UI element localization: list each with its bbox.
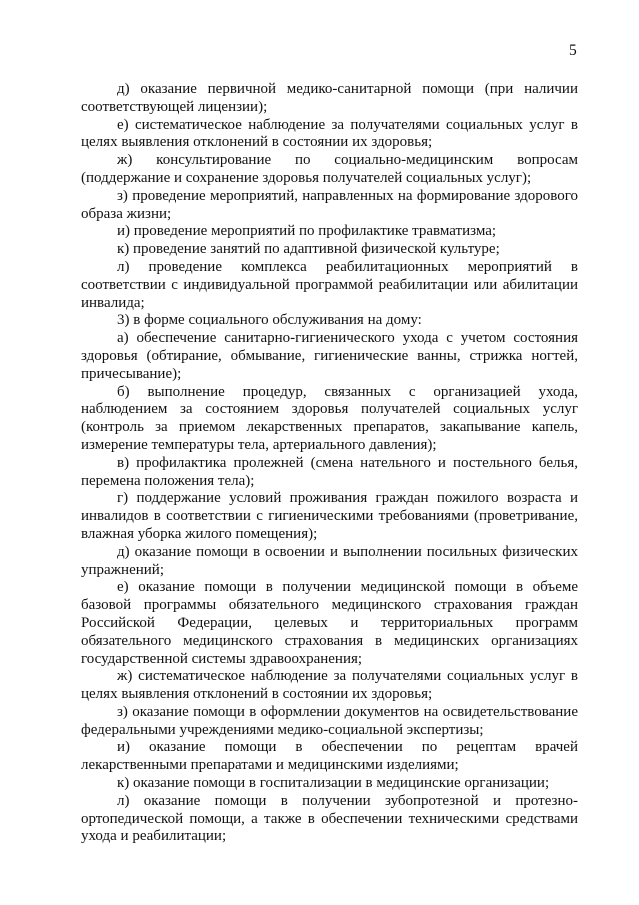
paragraph-item-b-procedures: б) выполнение процедур, связанных с организацией ухода, наблюдением за состоянием здоровья получателей социальных услуг (контроль за приемом лекарственных препаратов, закапывание капель, измерение температуры тела, артериального давления);: [81, 383, 578, 453]
paragraph-item-l-rehabilitation: л) проведение комплекса реабилитационных мероприятий в соответствии с индивидуальной программой реабилитации или абилитации инвалида;: [81, 258, 578, 311]
paragraph-item-e-health-monitoring: е) систематическое наблюдение за получателями социальных услуг в целях выявления отклонений в состоянии их здоровья;: [81, 116, 578, 151]
paragraph-item-e-medical-help: е) оказание помощи в получении медицинской помощи в объеме базовой программы обязательного медицинского страхования граждан Российской Федерации, целевых и территориальных программ обязательного медицинского страхования в медицинских организациях государственной системы здравоохранения;: [81, 579, 578, 667]
paragraph-item-g-living-conditions: г) поддержание условий проживания граждан пожилого возраста и инвалидов в соответствии с гигиеническими требованиями (проветривание, влажная уборка жилого помещения);: [81, 490, 578, 542]
paragraph-item-z-healthy-lifestyle: з) проведение мероприятий, направленных на формирование здорового образа жизни;: [81, 187, 578, 222]
paragraph-item-k-hospitalization: к) оказание помощи в госпитализации в медицинские организации;: [117, 775, 550, 792]
paragraph-item-i-prescriptions: и) оказание помощи в обеспечении по рецептам врачей лекарственными препаратами и медицинскими изделиями;: [81, 739, 578, 774]
paragraph-item-l-prosthetics: л) оказание помощи в получении зубопротезной и протезно-ортопедической помощи, а также в обеспечении техническими средствами ухода и реабилитации;: [81, 792, 578, 845]
paragraph-item-a-hygienic-care: а) обеспечение санитарно-гигиенического ухода с учетом состояния здоровья (обтирание, обмывание, гигиенические ванны, стрижка ногтей, причесывание);: [81, 330, 578, 382]
paragraph-item-d-physical-exercises: д) оказание помощи в освоении и выполнении посильных физических упражнений;: [81, 543, 578, 578]
paragraph-item-i-injury-prevention: и) проведение мероприятий по профилактике травматизма;: [117, 223, 497, 240]
paragraph-item-d-primary-care: д) оказание первичной медико-санитарной помощи (при наличии соответствующей лицензии);: [81, 81, 578, 115]
paragraph-item-k-adaptive-physical-culture: к) проведение занятий по адаптивной физической культуре;: [117, 241, 500, 258]
document-body: [81, 81, 578, 846]
paragraph-section-3-home-service: 3) в форме социального обслуживания на дому:: [117, 312, 422, 329]
page-number: 5: [569, 42, 577, 59]
paragraph-item-z-documents: з) оказание помощи в оформлении документов на освидетельствование федеральными учреждениями медико-социальной экспертизы;: [81, 703, 578, 738]
paragraph-item-v-bedsore-prevention: в) профилактика пролежней (смена нательного и постельного белья, перемена положения тела);: [81, 454, 578, 489]
paragraph-item-zh-consulting: ж) консультирование по социально-медицинским вопросам (поддержание и сохранение здоровья получателей социальных услуг);: [81, 152, 578, 186]
paragraph-item-zh-health-monitoring: ж) систематическое наблюдение за получателями социальных услуг в целях выявления отклонений в состоянии их здоровья;: [81, 668, 578, 703]
